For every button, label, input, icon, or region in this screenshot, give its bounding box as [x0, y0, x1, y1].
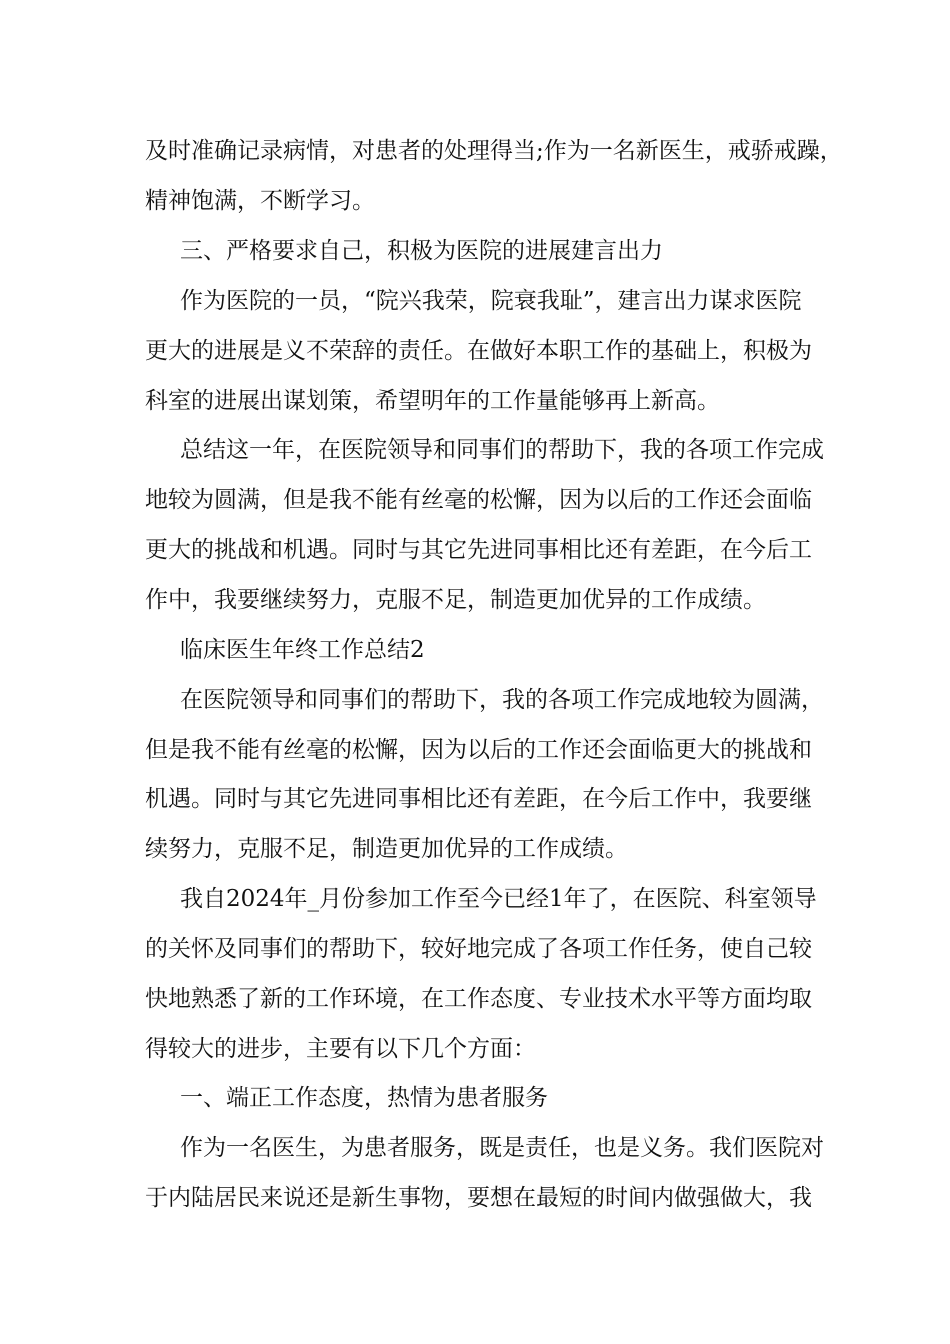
text-line: 更大的挑战和机遇。同时与其它先进同事相比还有差距，在今后工 — [145, 537, 812, 563]
section-heading: 一、端正工作态度，热情为患者服务 — [180, 1085, 548, 1111]
text-line: 精神饱满，不断学习。 — [145, 188, 375, 214]
text-line: 作为医院的一员，“院兴我荣，院衰我耻”，建言出力谋求医院 — [180, 288, 802, 314]
text-line: 机遇。同时与其它先进同事相比还有差距，在今后工作中，我要继 — [145, 786, 812, 812]
text-line: 我自2024年_月份参加工作至今已经1年了，在医院、科室领导 — [180, 886, 817, 912]
text-line: 作中，我要继续努力，克服不足，制造更加优异的工作成绩。 — [145, 587, 766, 613]
text-line: 总结这一年，在医院领导和同事们的帮助下，我的各项工作完成 — [180, 437, 824, 463]
text-line: 续努力，克服不足，制造更加优异的工作成绩。 — [145, 836, 628, 862]
text-line: 于内陆居民来说还是新生事物，要想在最短的时间内做强做大，我 — [145, 1185, 812, 1211]
text-line: 地较为圆满，但是我不能有丝毫的松懈，因为以后的工作还会面临 — [145, 487, 812, 513]
document-subtitle: 临床医生年终工作总结2 — [180, 637, 425, 663]
text-line: 更大的进展是义不荣辞的责任。在做好本职工作的基础上，积极为 — [145, 338, 812, 364]
text-line: 及时准确记录病情，对患者的处理得当;作为一名新医生，戒骄戒躁， — [145, 138, 843, 164]
text-line: 在医院领导和同事们的帮助下，我的各项工作完成地较为圆满， — [180, 687, 824, 713]
text-line: 作为一名医生，为患者服务，既是责任，也是义务。我们医院对 — [180, 1135, 824, 1161]
text-line: 科室的进展出谋划策，希望明年的工作量能够再上新高。 — [145, 388, 720, 414]
text-line: 快地熟悉了新的工作环境，在工作态度、专业技术水平等方面均取 — [145, 986, 812, 1012]
text-line: 的关怀及同事们的帮助下，较好地完成了各项工作任务，使自己较 — [145, 936, 812, 962]
text-line: 但是我不能有丝毫的松懈，因为以后的工作还会面临更大的挑战和 — [145, 737, 812, 763]
section-heading: 三、严格要求自己，积极为医院的进展建言出力 — [180, 238, 663, 264]
text-line: 得较大的进步，主要有以下几个方面： — [145, 1036, 536, 1062]
